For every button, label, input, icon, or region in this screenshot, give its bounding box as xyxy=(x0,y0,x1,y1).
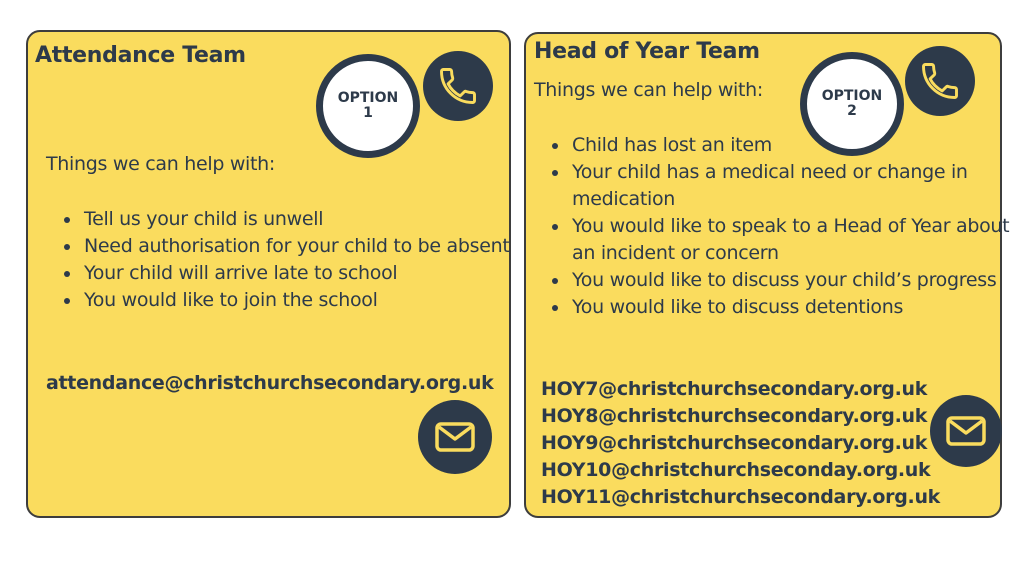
hoy-email-link[interactable]: HOY7@christchurchsecondary.org.uk xyxy=(541,378,928,400)
option-number: 2 xyxy=(847,103,857,119)
list-item: • You would like to discuss detentions xyxy=(570,294,1010,321)
option-number: 1 xyxy=(363,105,373,121)
hoy-card xyxy=(524,32,1010,518)
list-item: • You would like to join the school xyxy=(82,287,512,314)
mail-icon[interactable] xyxy=(418,400,492,474)
option-label: OPTION xyxy=(337,90,399,106)
hoy-title: Head of Year Team xyxy=(534,39,760,64)
attendance-card xyxy=(26,30,511,518)
list-item: • Tell us your child is unwell xyxy=(82,206,512,233)
mail-icon[interactable] xyxy=(930,395,1002,467)
attendance-title: Attendance Team xyxy=(35,43,246,68)
list-item: • Your child has a medical need or change in medication xyxy=(570,159,1010,213)
phone-icon[interactable] xyxy=(905,46,975,116)
hoy-email-link[interactable]: HOY11@christchurchsecondary.org.uk xyxy=(541,486,941,508)
list-item: • You would like to speak to a Head of Year about an incident or concern xyxy=(570,213,1010,267)
hoy-email-link[interactable]: HOY10@christchurchseconday.org.uk xyxy=(541,459,931,481)
list-item: • Your child will arrive late to school xyxy=(82,260,512,287)
attendance-help-list xyxy=(46,206,512,314)
hoy-email-link[interactable]: HOY8@christchurchsecondary.org.uk xyxy=(541,405,928,427)
list-item: • You would like to discuss your child’s progress xyxy=(570,267,1010,294)
list-item: • Need authorisation for your child to be absent xyxy=(82,233,512,260)
hoy-email-link[interactable]: HOY9@christchurchsecondary.org.uk xyxy=(541,432,928,454)
list-item: • Child has lost an item xyxy=(570,132,1010,159)
option-1-badge xyxy=(316,54,420,158)
attendance-intro: Things we can help with: xyxy=(46,153,276,175)
hoy-email-list xyxy=(541,376,940,511)
hoy-help-list xyxy=(534,132,1010,321)
hoy-intro: Things we can help with: xyxy=(534,79,764,101)
option-label: OPTION xyxy=(821,88,883,104)
attendance-email[interactable]: attendance@christchurchsecondary.org.uk xyxy=(46,372,494,394)
phone-icon[interactable] xyxy=(423,51,493,121)
